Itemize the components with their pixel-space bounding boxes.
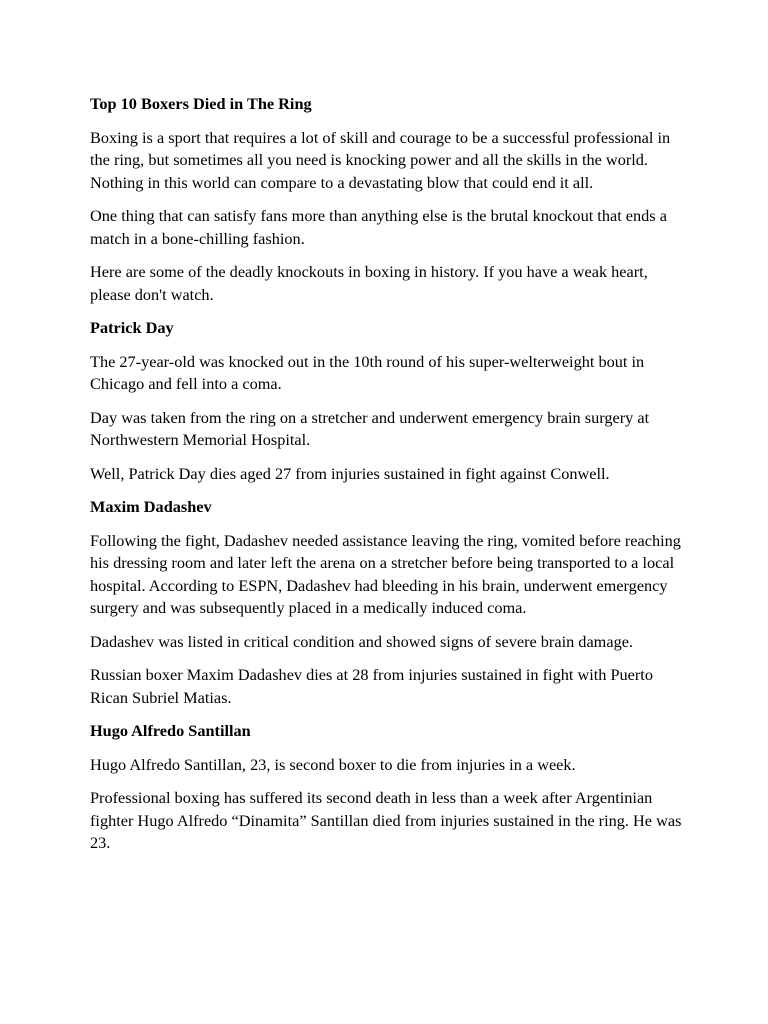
section-heading: Patrick Day xyxy=(90,318,174,337)
document-page xyxy=(90,93,690,866)
section-heading: Hugo Alfredo Santillan xyxy=(90,721,251,740)
section-hugo-alfredo-santillan xyxy=(90,720,690,855)
section-paragraph: Day was taken from the ring on a stretcher and underwent emergency brain surgery at Northwestern Memorial Hospital. xyxy=(90,407,650,449)
section-paragraph: Dadashev was listed in critical condition and showed signs of severe brain damage. xyxy=(90,631,634,651)
section-paragraph: Hugo Alfredo Santillan, 23, is second boxer to die from injuries in a week. xyxy=(90,754,576,774)
intro-paragraph: Here are some of the deadly knockouts in boxing in history. If you have a weak heart, please don't watch. xyxy=(90,262,648,304)
section-heading: Maxim Dadashev xyxy=(90,497,212,516)
section-maxim-dadashev xyxy=(90,496,690,709)
section-paragraph: Well, Patrick Day dies aged 27 from injuries sustained in fight against Conwell. xyxy=(90,463,610,483)
section-patrick-day xyxy=(90,317,690,485)
intro-paragraph: Boxing is a sport that requires a lot of skill and courage to be a successful professional in the ring, but sometimes all you need is knocking power and all the skills in the world. Nothing in this world can compare to a devastating blow that could end it all. xyxy=(90,127,671,192)
section-paragraph: Professional boxing has suffered its second death in less than a week after Argentinian fighter Hugo Alfredo “Dinamita” Santillan died from injuries sustained in the ring. He was 23. xyxy=(90,788,682,852)
section-paragraph: Russian boxer Maxim Dadashev dies at 28 from injuries sustained in fight with Puerto Rican Subriel Matias. xyxy=(90,665,653,707)
section-paragraph: Following the fight, Dadashev needed assistance leaving the ring, vomited before reaching his dressing room and later left the arena on a stretcher before being transported to a local hospital. According to ESPN, Dadashev had bleeding in his brain, underwent emergency surgery and was subsequently placed in a medically induced coma. xyxy=(90,530,681,617)
document-title: Top 10 Boxers Died in The Ring xyxy=(90,94,312,113)
intro-paragraph: One thing that can satisfy fans more than anything else is the brutal knockout that ends a match in a bone-chilling fashion. xyxy=(90,206,667,248)
section-paragraph: The 27-year-old was knocked out in the 10th round of his super-welterweight bout in Chicago and fell into a coma. xyxy=(90,351,645,393)
